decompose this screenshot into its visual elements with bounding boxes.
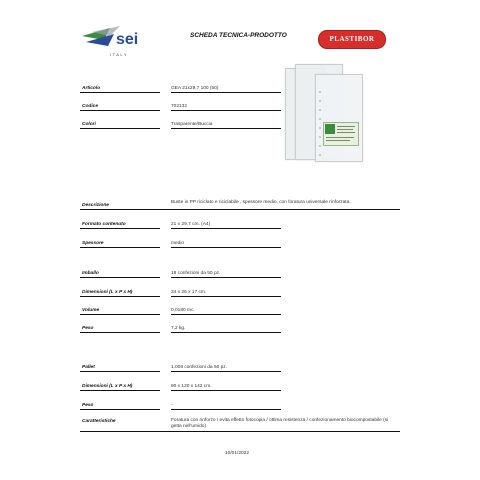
row-colori	[80, 115, 400, 129]
row-value: GEA 21x29,7 100 (50)	[171, 86, 219, 91]
row-dimensioni-pallet	[80, 377, 400, 391]
row-label: Spessore	[82, 241, 104, 246]
row-label: Pallet	[82, 365, 95, 370]
page-title: SCHEDA TECNICA-PRODOTTO	[190, 32, 287, 39]
row-value: 1.008 confezioni da 50 pz.	[171, 365, 228, 370]
row-pallet	[80, 358, 400, 372]
row-label: Imballo	[82, 271, 99, 276]
row-label: Caratteristiche	[82, 419, 116, 424]
sei-logo-text: sei	[116, 31, 139, 48]
row-value: 0,0180 mc.	[171, 308, 195, 313]
row-volume	[80, 301, 400, 315]
row-peso-imballo	[80, 319, 400, 333]
product-image	[285, 62, 375, 162]
row-caratteristiche	[80, 412, 400, 432]
row-value: Foratura con rinforzo / evita effetto fotocopia / ottima resistenza / confezionamento biocompostabile (si getta nell'umido)	[171, 418, 389, 429]
row-value: 7,2 kg.	[171, 326, 186, 331]
plastibor-logo: PLASTIBOR	[318, 30, 386, 49]
row-value: 702132	[171, 104, 188, 109]
row-label: Peso	[82, 326, 94, 331]
row-label: Peso	[82, 403, 94, 408]
row-value: Buste in PP riciclato e riciclabile , spessore medio, con foratura universale rinforzata.	[171, 200, 351, 205]
row-formato-contenuto	[80, 215, 400, 229]
row-label: Formato contenuto	[82, 222, 126, 227]
row-label: Colori	[82, 122, 96, 127]
row-label: Dimensioni (L x P x H)	[82, 290, 133, 295]
document-header	[0, 0, 480, 60]
row-spessore	[80, 234, 400, 248]
row-label: Dimensioni (L x P x H)	[82, 384, 133, 389]
row-value: 80 x 120 x 142 cm.	[171, 384, 212, 389]
row-value: Trasparente/Buccia	[171, 122, 213, 127]
row-label: Volume	[82, 308, 100, 313]
row-value: medio	[171, 241, 185, 246]
row-label: Descrizione	[82, 203, 109, 208]
sei-logo-subtitle: ITALY	[110, 52, 129, 57]
row-dimensioni-imballo	[80, 283, 400, 297]
row-descrizione	[80, 196, 400, 210]
row-peso-pallet	[80, 396, 400, 410]
row-label: Codice	[82, 104, 98, 109]
row-value: -	[171, 403, 173, 408]
row-codice	[80, 97, 400, 111]
row-value: 21 x 29,7 cm. (A4)	[171, 222, 211, 227]
row-value: 18 confezioni da 50 pz.	[171, 271, 221, 276]
row-label: Articolo	[82, 86, 101, 91]
row-value: 34 x 26 x 17 cm.	[171, 290, 207, 295]
row-articolo	[80, 79, 400, 93]
row-imballo	[80, 264, 400, 278]
document-date: 10/01/2022	[225, 451, 250, 456]
